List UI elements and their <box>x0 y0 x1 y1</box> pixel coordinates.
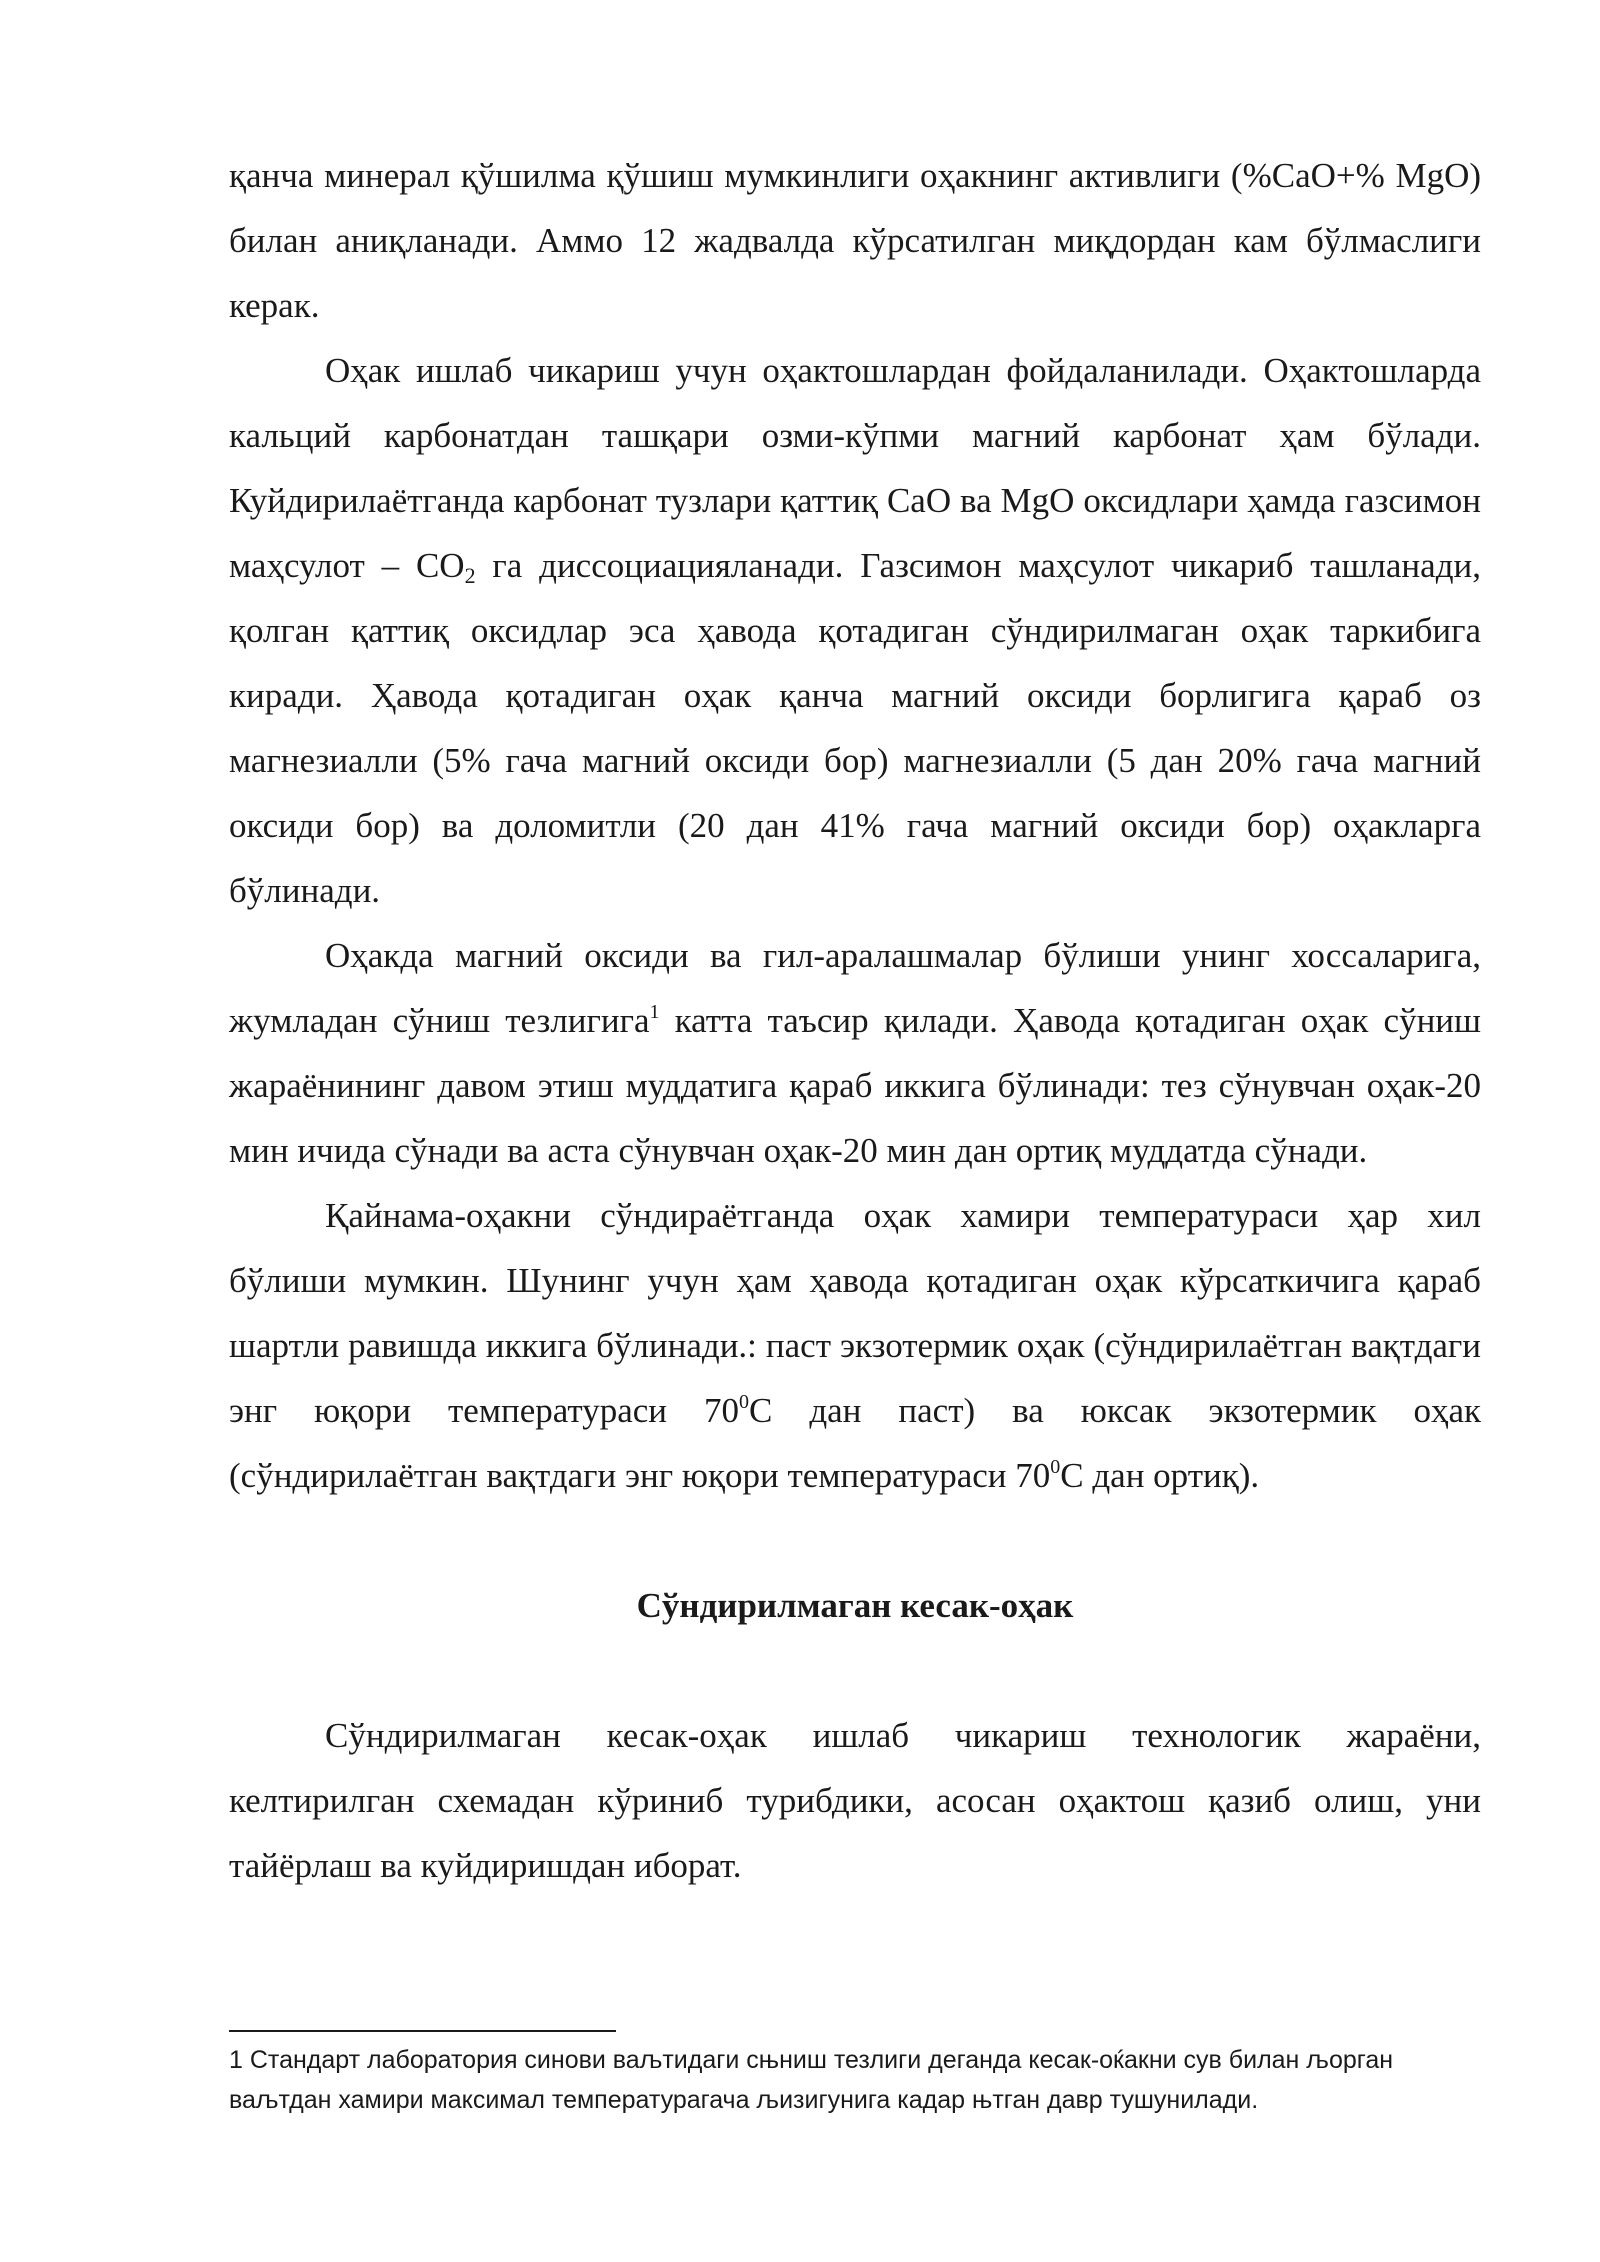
paragraph-4-text-b: С дан паст) ва юксак экзотермик оҳак (сўндирилаётган вақтдаги энг юқори температураси 70 <box>229 1391 1481 1495</box>
footnote-separator <box>229 2030 616 2032</box>
paragraph-1-text: қанча минерал қўшилма қўшиш мумкинлиги оҳакнинг активлиги (%CaO+% MgO) билан аниқланади. Аммо 12 жадвалда кўрсатилган миқдордан кам бўлмаслиги керак. <box>229 156 1481 325</box>
paragraph-3 <box>229 923 1481 1183</box>
paragraph-4-text-c: С дан ортиқ). <box>1060 1456 1260 1495</box>
degree-superscript-2: 0 <box>1050 1456 1061 1478</box>
footnote-reference[interactable]: 1 <box>649 1001 660 1023</box>
paragraph-4-text-a: Қайнама-оҳакни сўндираётганда оҳак хамири температураси ҳар хил бўлиши мумкин. Шунинг учун ҳам ҳавода қотадиган оҳак кўрсаткичига қараб шартли равишда иккига бўлинади.: паст экзотермик оҳак (сўндирилаётган вақтдаги энг юқори температураси 70 <box>229 1196 1481 1430</box>
paragraph-3-text-a: Оҳакда магний оксиди ва гил-аралашмалар бўлиши унинг хоссаларига, жумладан сўниш тезлигига <box>229 936 1481 1040</box>
paragraph-1 <box>229 143 1481 338</box>
section-heading: Сўндирилмаган кесак-оҳак <box>636 1586 1074 1625</box>
paragraph-5-text: Сўндирилмаган кесак-оҳак ишлаб чикариш технологик жараёни, келтирилган схемадан кўриниб турибдики, асосан оҳактош қазиб олиш, уни тайёрлаш ва куйдиришдан иборат. <box>229 1716 1481 1885</box>
paragraph-2-text-b: га диссоциацияланади. Газсимон маҳсулот чикариб ташланади, қолган қаттиқ оксидлар эса ҳавода қотадиган сўндирилмаган оҳак таркибига киради. Ҳавода қотадиган оҳак қанча магний оксиди борлигига қараб оз магнезиалли (5% гача магний оксиди бор) магнезиалли (5 дан 20% гача магний оксиди бор) ва доломитли (20 дан 41% гача магний оксиди бор) оҳакларга бўлинади. <box>229 546 1481 910</box>
paragraph-3-text-b: катта таъсир қилади. Ҳавода қотадиган оҳак сўниш жараёнининг давом этиш муддатига қараб иккига бўлинади: тез сўнувчан оҳак-20 мин ичида сўнади ва аста сўнувчан оҳак-20 мин дан ортиқ муддатда сўнади. <box>229 1001 1481 1170</box>
paragraph-4 <box>229 1183 1481 1508</box>
body-text <box>229 143 1481 1898</box>
co2-subscript: 2 <box>464 563 476 588</box>
degree-superscript-1: 0 <box>739 1391 749 1413</box>
paragraph-2-text-a: Оҳак ишлаб чикариш учун оҳактошлардан фойдаланилади. Оҳактошларда кальций карбонатдан ташқари озми-кўпми магний карбонат ҳам бўлади. Куйдирилаётганда карбонат тузлари қаттиқ CaO ва MgO оксидлари ҳамда газсимон маҳсулот – CO <box>229 351 1481 585</box>
paragraph-5 <box>229 1703 1481 1898</box>
paragraph-2 <box>229 338 1481 923</box>
footnote-text: 1 Стандарт лаборатория синови ваљтидаги сњниш тезлиги деганда кесак-оќакни сув билан љорган ваљтдан хамири максимал температурагача љизигунига кадар њтган давр тушунилади. <box>229 2046 1394 2114</box>
